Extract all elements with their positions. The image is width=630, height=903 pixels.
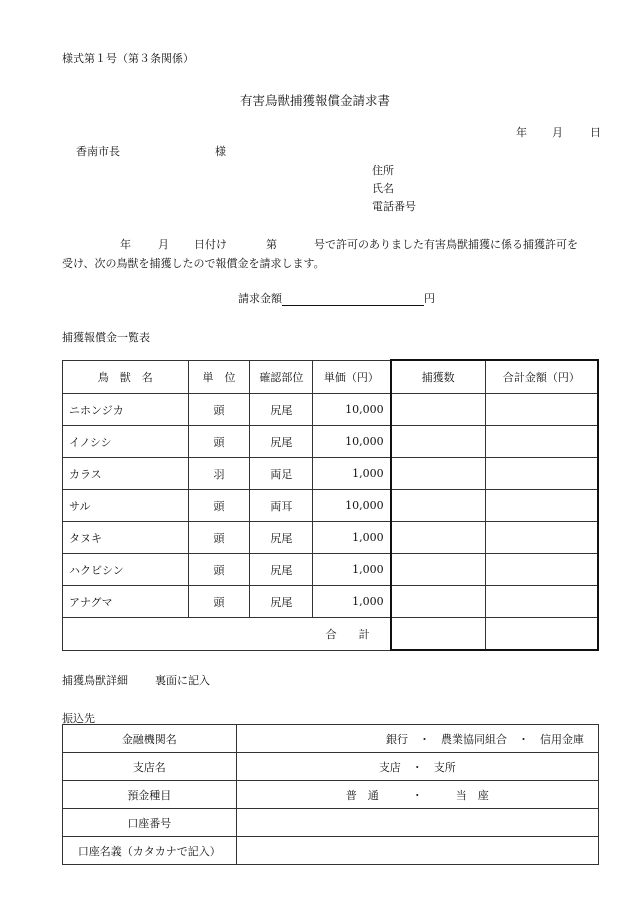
header-unit: 単 位 bbox=[188, 360, 250, 394]
animal-name: イノシシ bbox=[63, 426, 189, 458]
animal-price: 10,000 bbox=[313, 394, 391, 426]
body-year: 年 bbox=[120, 238, 131, 251]
form-number: 様式第１号（第３条関係） bbox=[62, 52, 194, 65]
addressee-name: 香南市長 bbox=[76, 145, 120, 158]
animal-part: 尻尾 bbox=[250, 394, 313, 426]
total-amount-cell[interactable] bbox=[485, 618, 598, 651]
table-row bbox=[63, 426, 599, 458]
date-month-label: 月 bbox=[552, 126, 563, 139]
count-cell[interactable] bbox=[391, 426, 486, 458]
animal-unit: 頭 bbox=[188, 426, 250, 458]
animal-name: カラス bbox=[63, 458, 189, 490]
claim-amount-field[interactable] bbox=[282, 293, 424, 306]
header-count: 捕獲数 bbox=[391, 360, 486, 394]
claim-label: 請求金額 bbox=[238, 292, 282, 305]
claim-amount bbox=[238, 290, 435, 306]
name-label: 氏名 bbox=[372, 182, 394, 195]
page-title: 有害鳥獣捕獲報償金請求書 bbox=[239, 93, 390, 108]
table-row bbox=[63, 458, 599, 490]
account-number-value[interactable] bbox=[236, 809, 598, 837]
animal-unit: 頭 bbox=[188, 522, 250, 554]
account-holder-value[interactable] bbox=[236, 837, 598, 865]
list-heading: 捕獲報償金一覧表 bbox=[62, 331, 150, 344]
total-label: 合 計 bbox=[63, 618, 391, 651]
table-row bbox=[63, 753, 599, 781]
reward-table bbox=[62, 359, 599, 651]
amount-cell[interactable] bbox=[485, 458, 598, 490]
table-row bbox=[63, 522, 599, 554]
animal-part: 尻尾 bbox=[250, 522, 313, 554]
amount-cell[interactable] bbox=[485, 586, 598, 618]
phone-label: 電話番号 bbox=[372, 200, 416, 213]
bank-value[interactable]: 銀行 ・ 農業協同組合 ・ 信用金庫 bbox=[236, 725, 598, 753]
deposit-type-label: 預金種目 bbox=[63, 781, 237, 809]
body-month: 月 bbox=[158, 238, 169, 251]
date-year-label: 年 bbox=[516, 126, 527, 139]
body-line1-rest: 号で許可のありました有害鳥獣捕獲に係る捕獲許可を bbox=[314, 238, 578, 251]
amount-cell[interactable] bbox=[485, 522, 598, 554]
animal-part: 両足 bbox=[250, 458, 313, 490]
details-note: 裏面に記入 bbox=[155, 674, 210, 687]
header-part: 確認部位 bbox=[250, 360, 313, 394]
amount-cell[interactable] bbox=[485, 554, 598, 586]
header-price: 単価（円） bbox=[313, 360, 391, 394]
table-row bbox=[63, 837, 599, 865]
animal-price: 1,000 bbox=[313, 554, 391, 586]
total-count-cell[interactable] bbox=[391, 618, 486, 651]
claim-unit: 円 bbox=[424, 292, 435, 305]
address-label: 住所 bbox=[372, 164, 394, 177]
body-dai: 第 bbox=[266, 238, 277, 251]
table-row bbox=[63, 781, 599, 809]
amount-cell[interactable] bbox=[485, 394, 598, 426]
animal-price: 10,000 bbox=[313, 426, 391, 458]
animal-name: ニホンジカ bbox=[63, 394, 189, 426]
animal-name: アナグマ bbox=[63, 586, 189, 618]
animal-price: 10,000 bbox=[313, 490, 391, 522]
count-cell[interactable] bbox=[391, 522, 486, 554]
animal-name: タヌキ bbox=[63, 522, 189, 554]
animal-price: 1,000 bbox=[313, 522, 391, 554]
total-row bbox=[63, 618, 599, 651]
animal-part: 両耳 bbox=[250, 490, 313, 522]
account-holder-label: 口座名義（カタカナで記入） bbox=[63, 837, 237, 865]
animal-price: 1,000 bbox=[313, 458, 391, 490]
account-number-label: 口座番号 bbox=[63, 809, 237, 837]
deposit-type-value[interactable]: 普 通 ・ 当 座 bbox=[236, 781, 598, 809]
count-cell[interactable] bbox=[391, 586, 486, 618]
header-animal: 鳥 獣 名 bbox=[63, 360, 189, 394]
table-row bbox=[63, 490, 599, 522]
details-label: 捕獲鳥獣詳細 bbox=[62, 674, 128, 687]
bank-table bbox=[62, 724, 599, 865]
count-cell[interactable] bbox=[391, 458, 486, 490]
count-cell[interactable] bbox=[391, 554, 486, 586]
animal-unit: 羽 bbox=[188, 458, 250, 490]
animal-name: サル bbox=[63, 490, 189, 522]
body-line2: 受け、次の鳥獣を捕獲したので報償金を請求します。 bbox=[62, 257, 325, 270]
table-row bbox=[63, 809, 599, 837]
animal-part: 尻尾 bbox=[250, 426, 313, 458]
animal-unit: 頭 bbox=[188, 394, 250, 426]
count-cell[interactable] bbox=[391, 394, 486, 426]
bank-heading: 振込先 bbox=[62, 712, 95, 725]
bank-label: 金融機関名 bbox=[63, 725, 237, 753]
animal-unit: 頭 bbox=[188, 586, 250, 618]
table-row bbox=[63, 725, 599, 753]
animal-part: 尻尾 bbox=[250, 586, 313, 618]
table-row bbox=[63, 586, 599, 618]
addressee-honorific: 様 bbox=[215, 145, 226, 158]
animal-unit: 頭 bbox=[188, 490, 250, 522]
animal-unit: 頭 bbox=[188, 554, 250, 586]
count-cell[interactable] bbox=[391, 490, 486, 522]
animal-part: 尻尾 bbox=[250, 554, 313, 586]
body-day-dated: 日付け bbox=[194, 238, 227, 251]
date-day-label: 日 bbox=[590, 126, 601, 139]
table-header-row bbox=[63, 360, 599, 394]
amount-cell[interactable] bbox=[485, 426, 598, 458]
table-row bbox=[63, 394, 599, 426]
amount-cell[interactable] bbox=[485, 490, 598, 522]
branch-value[interactable]: 支店 ・ 支所 bbox=[236, 753, 598, 781]
animal-name: ハクビシン bbox=[63, 554, 189, 586]
header-total: 合計金額（円） bbox=[485, 360, 598, 394]
branch-label: 支店名 bbox=[63, 753, 237, 781]
table-row bbox=[63, 554, 599, 586]
animal-price: 1,000 bbox=[313, 586, 391, 618]
